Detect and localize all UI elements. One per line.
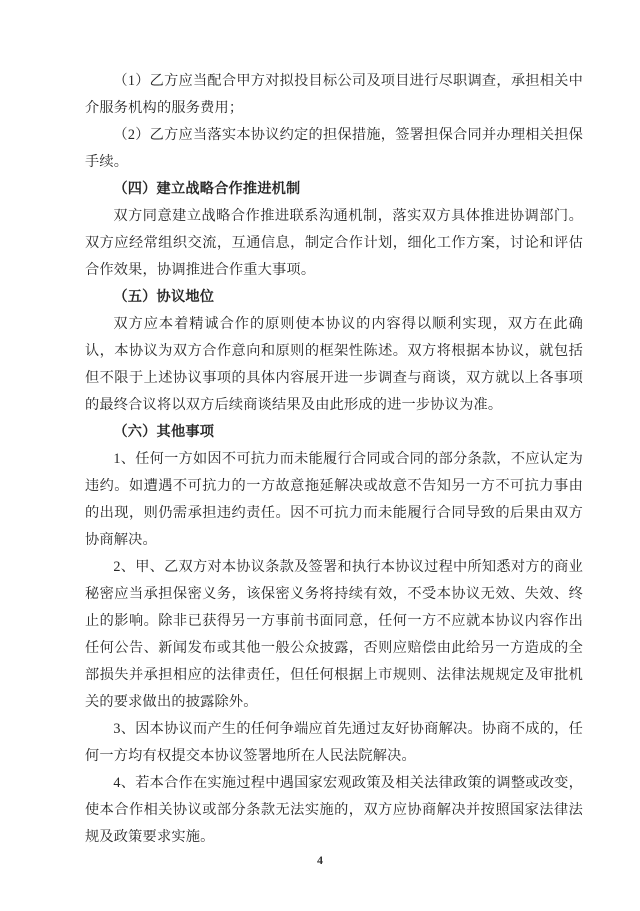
- paragraph: 3、因本协议而产生的任何争端应首先通过友好协商解决。协商不成的，任何一方均有权提交本协议签署地所在人民法院解决。: [85, 721, 583, 764]
- page-number: 4: [317, 853, 323, 867]
- paragraph: 4、若本合作在实施过程中遇国家宏观政策及相关法律政策的调整或改变，使本合作相关协议或部分条款无法实施的，双方应协商解决并按照国家法律法规及政策要求实施。: [85, 775, 583, 845]
- paragraph: 双方应本着精诚合作的原则使本协议的内容得以顺利实现，双方在此确认，本协议为双方合作意向和原则的框架性陈述。双方将根据本协议，就包括但不限于上述协议事项的具体内容展开进一步调查与商谈，双方就以上各事项的最终合议将以双方后续商谈结果及由此形成的进一步协议为准。: [85, 316, 583, 413]
- paragraph: 1、任何一方如因不可抗力而未能履行合同或合同的部分条款，不应认定为违约。如遭遇不可抗力的一方故意拖延解决或故意不告知另一方不可抗力事由的出现，则仍需承担违约责任。因不可抗力而未能履行合同导致的后果由双方协商解决。: [85, 451, 583, 548]
- document-body: [85, 68, 583, 851]
- paragraph: 双方同意建立战略合作推进联系沟通机制，落实双方具体推进协调部门。双方应经常组织交流，互通信息，制定合作计划，细化工作方案，讨论和评估合作效果，协调推进合作重大事项。: [85, 208, 583, 278]
- section-heading: （四）建立战略合作推进机制: [113, 181, 301, 197]
- paragraph: （2）乙方应当落实本协议约定的担保措施，签署担保合同并办理相关担保手续。: [85, 127, 583, 170]
- paragraph: 2、甲、乙双方对本协议条款及签署和执行本协议过程中所知悉对方的商业秘密应当承担保密义务，该保密义务将持续有效，不受本协议无效、失效、终止的影响。除非已获得另一方事前书面同意，任何一方不应就本协议内容作出任何公告、新闻发布或其他一般公众披露，否则应赔偿由此给另一方造成的全部损失并承担相应的法律责任，但任何根据上市规则、法律法规规定及审批机关的要求做出的披露除外。: [85, 559, 583, 710]
- paragraph: （1）乙方应当配合甲方对拟投目标公司及项目进行尽职调查，承担相关中介服务机构的服务费用；: [85, 73, 583, 116]
- section-heading: （五）协议地位: [113, 289, 215, 305]
- section-heading: （六）其他事项: [113, 424, 215, 440]
